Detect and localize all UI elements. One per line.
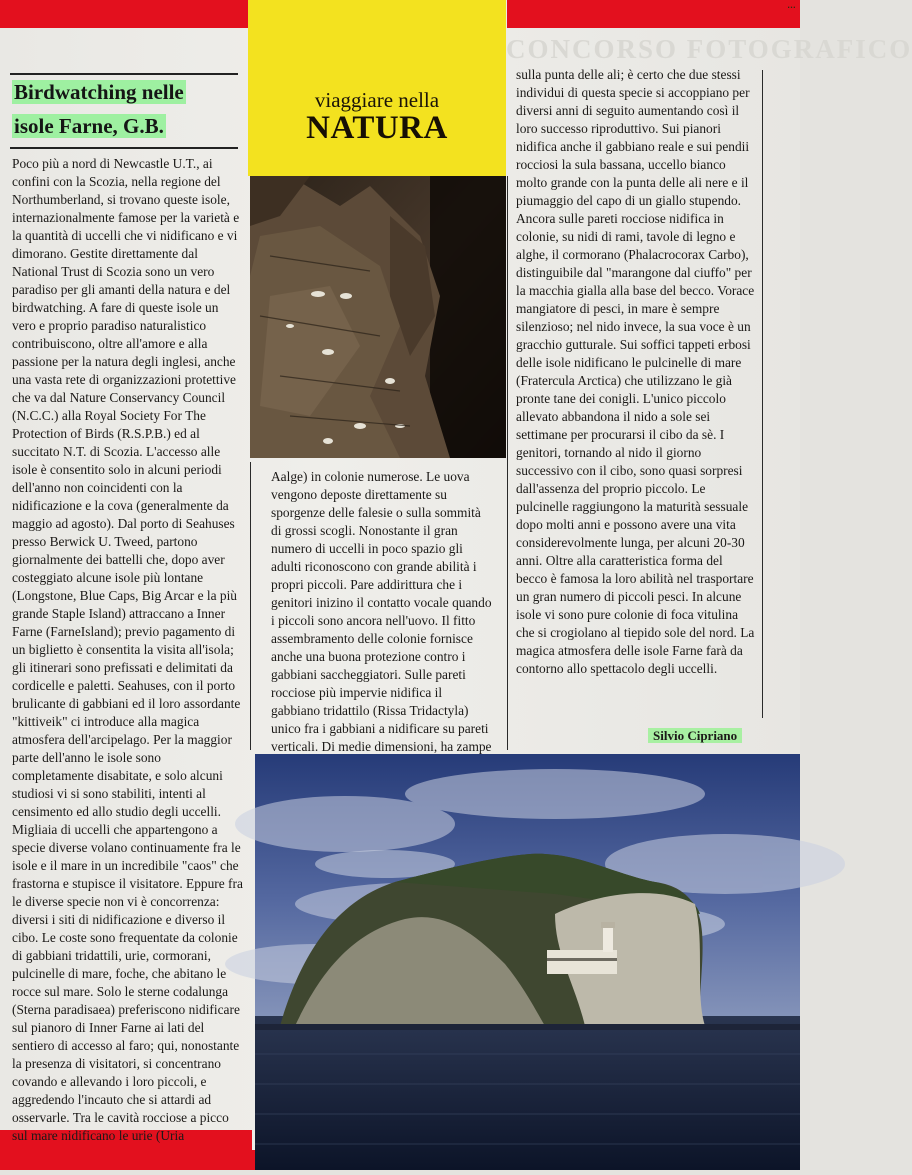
corner-mark: … bbox=[787, 0, 796, 10]
red-band-top-left bbox=[0, 0, 248, 28]
section-title: NATURA bbox=[306, 110, 448, 146]
island-lighthouse-photo bbox=[255, 754, 800, 1170]
section-kicker: viaggiare nella bbox=[314, 88, 440, 112]
column-divider-2 bbox=[507, 176, 508, 750]
section-header-block bbox=[248, 0, 506, 176]
article-title-line-1: Birdwatching nelle bbox=[14, 80, 184, 104]
cliff-birds-photo bbox=[250, 176, 506, 458]
column-divider-3 bbox=[762, 70, 763, 718]
article-column-2: Aalge) in colonie numerose. Le uova vengono deposte direttamente su sporgenze delle falesie o sulla sommità di grossi scogli. Nonostante il gran numero di uccelli in poco spazio gli adulti riconoscono con grande abilità i propri piccoli. Pare addirittura che i genitori inizino il contatto vocale quando i piccoli sono ancora nell'uovo. Il fitto assembramento delle colonie fornisce anche una buona protezione contro i gabbiani saccheggiatori. Sulle pareti rocciose più impervie nidifica il gabbiano tridattilo (Rissa Tridactyla) unico fra i gabbiani a nidificare su pareti verticali. Di medie dimensioni, ha zampe bbox=[271, 469, 492, 754]
article-column-1: Poco più a nord di Newcastle U.T., ai confini con la Scozia, nella regione del Northumberland, si trovano queste isole, internazionalmente famose per la varietà e la quantità di uccelli che vi nidificano e vi dimorano. Gestite direttamente dal National Trust di Scozia sono un vero paradiso per gli amanti della natura e del birdwatching. A fare di queste isole un vero e proprio paradiso naturalistico contribuiscono, oltre all'amore e alla passione per la natura degli inglesi, anche una vasta rete di organizzazioni protettive che va dal Nature Conservancy Council (N.C.C.) alla Royal Society For The Protection of Birds (R.S.P.B.) ed al succitato N.T. di Scozia. L'accesso alle isole è consentito solo in alcuni periodi dell'anno non coincidenti con la nidificazione e la cova (generalmente da maggio ad agosto). Dal porto di Seahuses presso Berwick U. Tweed, partono giornalmente dei battelli che, dopo aver costeggiato alcune isole più lontane (Longstone, Blue Caps, Big Arcar e la più grande Staple Island) attraccano a Inner Farne (FarneIsland); previo pagamento di un biglietto è consentita la visita all'isola; gli itinerari sono prefissati e delimitati da cordicelle e paletti. Seahuses, con il porto brulicante di gabbiani ed il loro assordante "kittiveik" ci introduce alla magica atmosfera dell'arcipelago. Per la maggior parte dell'anno le isole sono completamente disabitate, e solo alcuni studiosi vi si sono stabiliti, intenti al censimento ed allo studio degli uccelli. Migliaia di uccelli che appartengono a specie diverse volano continuamente fra le isole e il mare in un incredibile "caos" che frastorna e stupisce il visitatore. Eppure fra le diverse specie non vi è concorrenza: diversi i siti di nidificazione e diverso il cibo. Le coste sono frequentate da colonie di gabbiani tridattili, urie, cormorani, pulcinelle di mare, foche, che abitano le rocce sul mare. Solo le sterne codalunga (Sterna paradisaea) preferiscono nidificare sul pianoro di Inner Farne ai lati del sentiero di accesso al faro; qui, nonostante la presenza di visitatori, si concentrano covando e allevando i loro piccoli, e aggredendo l'incauto che si attardi ad osservarle. Tra le cavità rocciose a picco sul mare nidificano le urie (Uria bbox=[12, 156, 243, 1143]
author-name: Silvio Cipriano bbox=[648, 728, 742, 743]
column-divider-1 bbox=[250, 462, 251, 750]
article-title-line-2: isole Farne, G.B. bbox=[14, 114, 164, 138]
title-rule-bottom bbox=[10, 147, 238, 149]
article-title bbox=[12, 75, 252, 143]
red-band-top-right bbox=[507, 0, 800, 28]
article-column-3: sulla punta delle ali; è certo che due stessi individui di questa specie si accoppiano per diversi anni di seguito aumentando così il loro successo riproduttivo. Sui pianori nidifica anche il gabbiano reale e sui pendii rocciosi la sula bassana, uccello bianco molto grande con la punta delle ali nere e il piumaggio del capo di un giallo stupendo. Ancora sulle pareti rocciose nidifica in colonie, su nidi di rami, tavole di legno e alghe, il cormorano (Phalacrocorax Carbo), distinguibile dal "marangone dal ciuffo" per la macchia gialla alla base del becco. Vorace mangiatore di pesci, in mare è sempre silenzioso; nel nido invece, la sua voce è un gracchio gutturale. Sui soffici tappeti erbosi delle isole nidificano le pulcinelle di mare (Fratercula Arctica) che utilizzano le già pronte tane dei conigli. L'unico piccolo allevato abbandona il nido a sole sei settimane per procurarsi il cibo da sè. I genitori, tornando al nido il giorno successivo con il cibo, sono quasi sorpresi dall'assenza del proprio piccolo. Le pulcinelle raggiungono la maturità sessuale dopo molti anni e possono avere una vita considerevolmente lunga, per alcuni 20-30 anni. Oltre alla caratteristica forma del becco è famosa la loro abilità nel trasportare un gran numero di piccoli pesci. In alcune isole vi sono pure colonie di foca vitulina che si crogiolano al tiepido sole del nord. La magica atmosfera delle isole Farne farà da contorno allo spettacolo degli uccelli. bbox=[516, 67, 755, 676]
author-signature bbox=[648, 728, 742, 744]
ghost-header-text: CONCORSO FOTOGRAFICO bbox=[506, 34, 912, 64]
